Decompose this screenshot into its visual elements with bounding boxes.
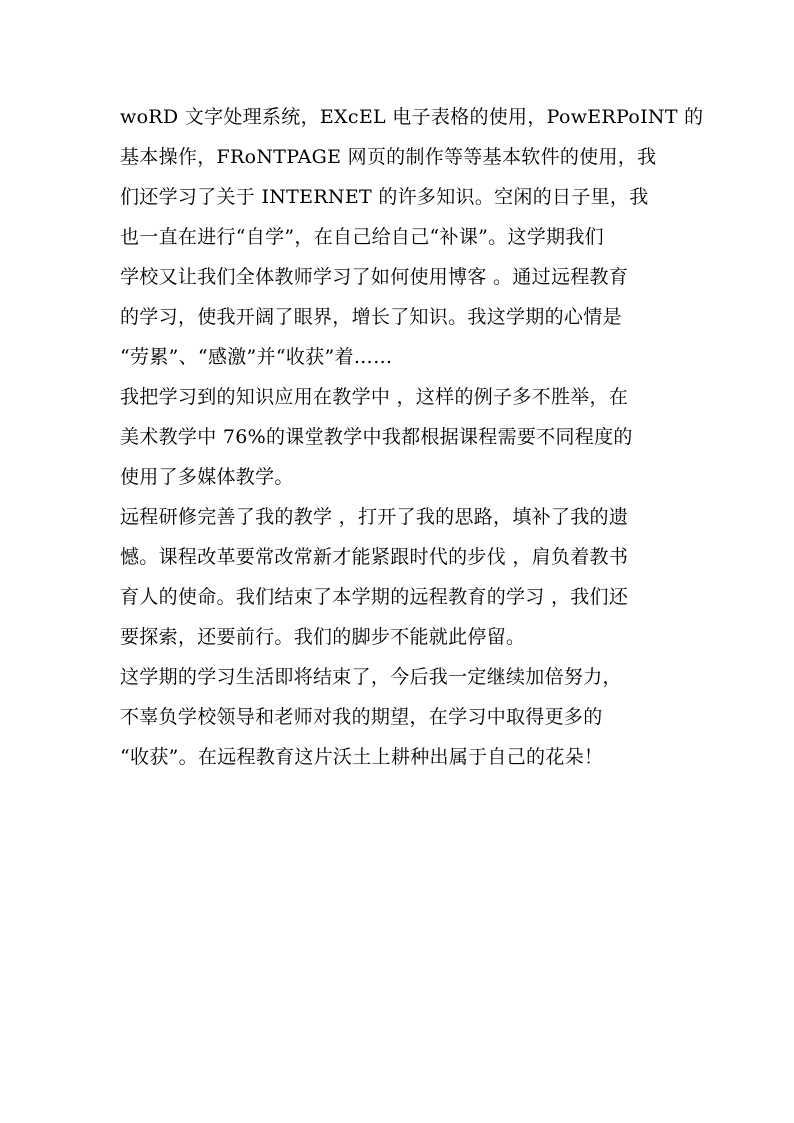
text-line: 远程研修完善了我的教学 ，打开了我的思路，填补了我的遗	[120, 506, 629, 528]
text-line: 们还学习了关于 INTERNET 的许多知识。空闲的日子里，我	[120, 186, 649, 208]
text-line: 憾。课程改革要常改常新才能紧跟时代的步伐 ，肩负着教书	[120, 546, 629, 568]
text-line: 不辜负学校领导和老师对我的期望，在学习中取得更多的	[120, 706, 603, 728]
text-line: woRD 文字处理系统，EXcEL 电子表格的使用，PowERPoINT 的	[120, 106, 704, 128]
text-line: 使用了多媒体教学。	[120, 466, 294, 488]
paragraph-conclusion	[120, 657, 680, 777]
paragraph-software-study	[120, 97, 704, 377]
text-line: 育人的使命。我们结束了本学期的远程教育的学习 ，我们还	[120, 586, 629, 608]
text-line: 我把学习到的知识应用在教学中 ，这样的例子多不胜举，在	[120, 386, 629, 408]
text-line: 这学期的学习生活即将结束了，今后我一定继续加倍努力，	[120, 666, 622, 688]
document-body	[120, 97, 704, 777]
text-line: 学校又让我们全体教师学习了如何使用博客 。通过远程教育	[120, 266, 629, 288]
text-line: 也一直在进行“自学”，在自己给自己“补课”。这学期我们	[120, 226, 604, 248]
text-line: “劳累”、“感激”并“收获”着……	[120, 346, 393, 368]
text-line: 美术教学中 76%的课堂教学中我都根据课程需要不同程度的	[120, 426, 633, 448]
paragraph-remote-training	[120, 497, 680, 657]
text-line: 基本操作，FRoNTPAGE 网页的制作等等基本软件的使用，我	[120, 146, 657, 168]
paragraph-teaching-application	[120, 377, 680, 497]
text-line: 要探索，还要前行。我们的脚步不能就此停留。	[120, 626, 526, 648]
text-line: 的学习，使我开阔了眼界，增长了知识。我这学期的心情是	[120, 306, 622, 328]
text-line: “收获”。在远程教育这片沃土上耕种出属于自己的花朵！	[120, 746, 604, 768]
